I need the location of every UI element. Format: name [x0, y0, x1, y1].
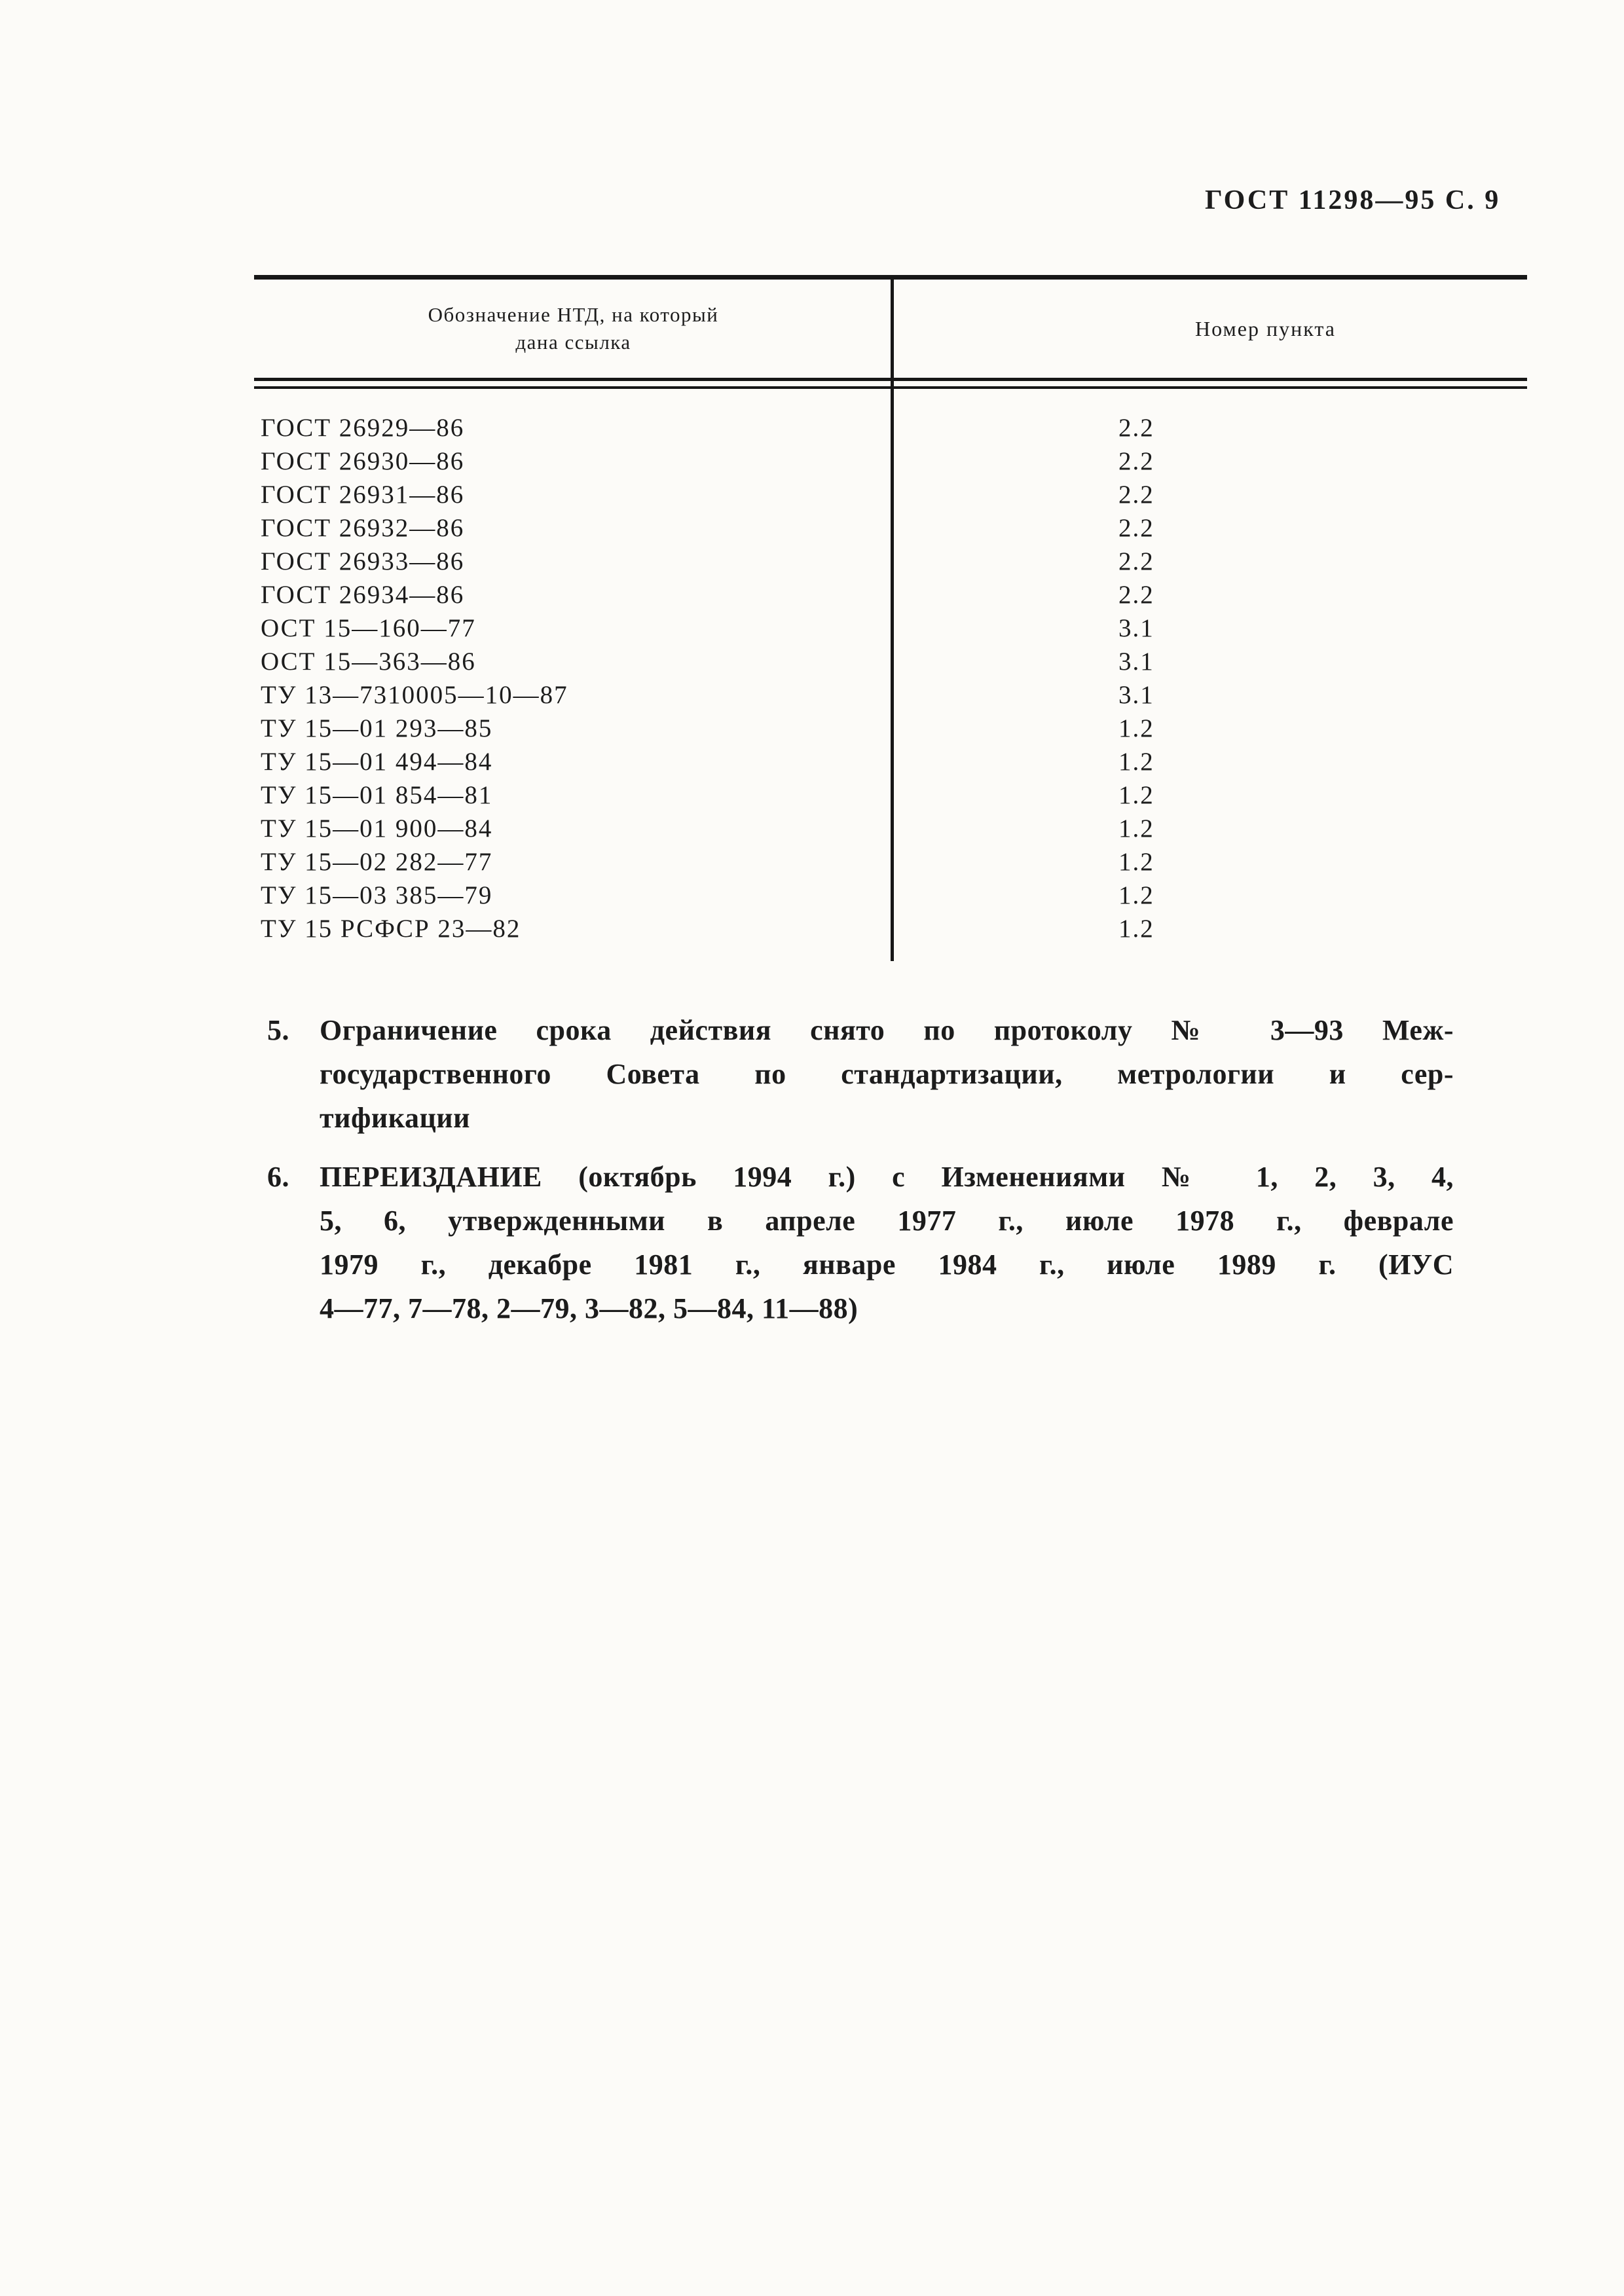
punkt-number-cell: 1.2 — [1118, 748, 1154, 776]
ntd-designation-cell: ТУ 15—03 385—79 — [261, 881, 493, 909]
column-header-label: Номер пункта — [1195, 316, 1336, 340]
column-header-line: дана ссылка — [515, 331, 631, 354]
ntd-designation-cell: ТУ 15—01 494—84 — [261, 748, 493, 776]
ntd-designation-cell: ОСТ 15—160—77 — [261, 614, 476, 642]
clause-6 — [267, 1155, 1454, 1330]
clause-text-line: ПЕРЕИЗДАНИЕ (октябрь 1994 г.) с Изменениями № 1, 2, 3, 4, — [320, 1161, 1454, 1193]
ntd-designation-cell: ГОСТ 26931—86 — [261, 481, 465, 509]
ntd-designation-cell: ГОСТ 26933—86 — [261, 547, 465, 575]
punkt-number-cell: 1.2 — [1118, 714, 1154, 742]
ntd-designation-cell: ТУ 15—01 293—85 — [261, 714, 493, 742]
punkt-number-cell: 1.2 — [1118, 814, 1154, 843]
clause-text-line: 4—77, 7—78, 2—79, 3—82, 5—84, 11—88) — [320, 1292, 858, 1324]
ntd-designation-cell: ТУ 15 РСФСР 23—82 — [261, 915, 521, 943]
clause-text-line: тификации — [320, 1102, 470, 1134]
ntd-designation-cell: ГОСТ 26929—86 — [261, 414, 465, 442]
punkt-number-cell: 2.2 — [1118, 481, 1154, 509]
punkt-number-cell: 2.2 — [1118, 581, 1154, 609]
punkt-number-cell: 2.2 — [1118, 547, 1154, 575]
clause-text — [320, 1008, 1454, 1140]
punkt-number-cell: 3.1 — [1118, 647, 1154, 676]
ntd-designation-cell: ТУ 15—02 282—77 — [261, 848, 493, 876]
column-header-line: Обозначение НТД, на который — [428, 303, 719, 326]
punkt-number-cell: 1.2 — [1118, 915, 1154, 943]
punkt-number-cell: 1.2 — [1118, 781, 1154, 809]
punkt-number-cell: 2.2 — [1118, 447, 1154, 475]
ntd-designation-cell: ТУ 15—01 900—84 — [261, 814, 493, 843]
clause-5 — [267, 1008, 1454, 1140]
ntd-designation-cell: ОСТ 15—363—86 — [261, 647, 476, 676]
clause-text — [320, 1155, 1454, 1330]
ntd-designation-cell: ТУ 15—01 854—81 — [261, 781, 493, 809]
punkt-number-cell: 1.2 — [1118, 881, 1154, 909]
ntd-designation-cell: ГОСТ 26932—86 — [261, 514, 465, 542]
punkt-number-cell: 3.1 — [1118, 681, 1154, 709]
references-table — [254, 275, 1527, 962]
clause-number: 5. — [267, 1014, 289, 1046]
clause-text-line: 1979 г., декабре 1981 г., январе 1984 г., июле 1989 г. (ИУС — [320, 1248, 1454, 1281]
ntd-designation-cell: ГОСТ 26934—86 — [261, 581, 465, 609]
page-header-gost-number: ГОСТ 11298—95 С. 9 — [1205, 185, 1501, 215]
punkt-number-cell: 3.1 — [1118, 614, 1154, 642]
clause-text-line: Ограничение срока действия снято по протоколу № 3—93 Меж- — [320, 1014, 1454, 1046]
punkt-number-cell: 2.2 — [1118, 514, 1154, 542]
table-column-divider — [891, 275, 894, 961]
column-header-punkt-number — [893, 317, 1527, 341]
clause-text-line: государственного Совета по стандартизации, метрологии и сер- — [320, 1058, 1454, 1090]
clause-text-line: 5, 6, утвержденными в апреле 1977 г., июле 1978 г., феврале — [320, 1205, 1454, 1237]
ntd-designation-cell: ТУ 13—7310005—10—87 — [261, 681, 568, 709]
ntd-designation-cell: ГОСТ 26930—86 — [261, 447, 465, 475]
punkt-number-cell: 1.2 — [1118, 848, 1154, 876]
punkt-number-cell: 2.2 — [1118, 414, 1154, 442]
clause-number: 6. — [267, 1161, 289, 1193]
column-header-ntd-designation — [254, 301, 893, 356]
